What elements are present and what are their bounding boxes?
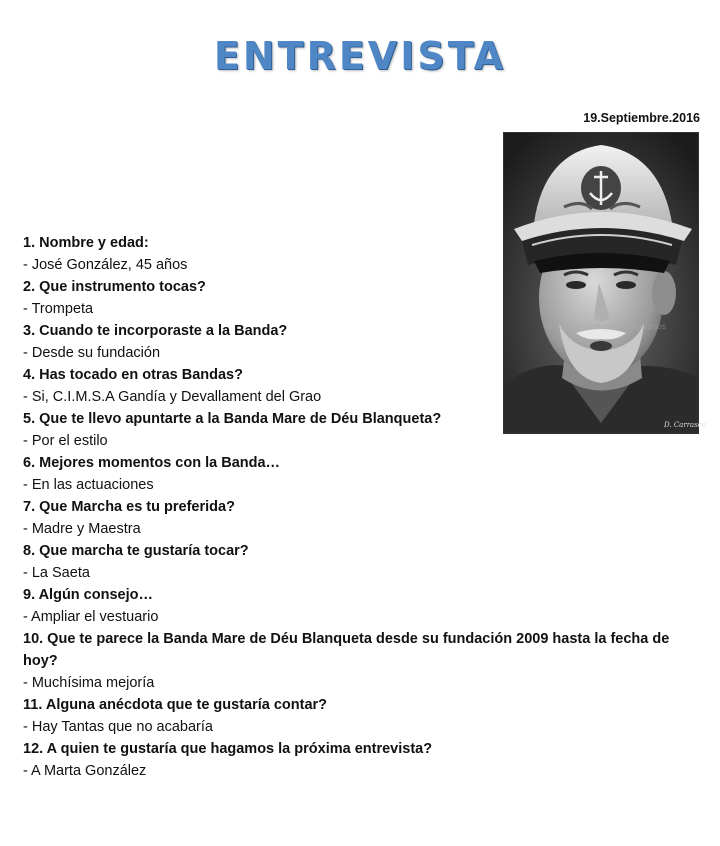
svg-text:D. Carrasco: D. Carrasco	[664, 421, 706, 429]
answer-11: - Hay Tantas que no acabaría	[23, 719, 213, 735]
question-6: 6. Mejores momentos con la Banda…	[23, 455, 281, 471]
answer-7: - Madre y Maestra	[23, 521, 141, 537]
question-5: 5. Que te llevo apuntarte a la Banda Mare de Déu Blanqueta?	[23, 411, 442, 427]
answer-10: - Muchísima mejoría	[23, 675, 155, 691]
answer-2: - Trompeta	[23, 301, 94, 317]
question-9: 9. Algún consejo…	[23, 587, 153, 603]
answer-1: - José González, 45 años	[23, 257, 188, 273]
question-2: 2. Que instrumento tocas?	[23, 279, 206, 295]
question-8: 8. Que marcha te gustaría tocar?	[23, 543, 249, 559]
answer-3: - Desde su fundación	[23, 345, 161, 361]
question-7: 7. Que Marcha es tu preferida?	[23, 499, 235, 515]
page-title: ENTREVISTA	[213, 34, 507, 78]
question-1: 1. Nombre y edad:	[23, 235, 149, 251]
interview-date: 19.Septiembre.2016	[583, 111, 700, 125]
answer-12: - A Marta González	[23, 763, 147, 779]
answer-9: - Ampliar el vestuario	[23, 609, 159, 625]
answer-5: - Por el estilo	[23, 433, 108, 449]
svg-text:Todos los derechos reservados: Todos los derechos reservados	[544, 322, 667, 331]
question-11: 11. Alguna anécdota que te gustaría contar?	[23, 697, 328, 713]
answer-4: - Si, C.I.M.S.A Gandía y Devallament del Grao	[23, 389, 322, 405]
question-3: 3. Cuando te incorporaste a la Banda?	[23, 323, 288, 339]
interview-qa-list	[23, 232, 683, 782]
answer-6: - En las actuaciones	[23, 477, 154, 493]
answer-8: - La Saeta	[23, 565, 90, 581]
question-4: 4. Has tocado en otras Bandas?	[23, 367, 243, 383]
question-10: 10. Que te parece la Banda Mare de Déu Blanqueta desde su fundación 2009 hasta la fecha de hoy?	[23, 631, 670, 669]
question-12: 12. A quien te gustaría que hagamos la próxima entrevista?	[23, 741, 433, 757]
